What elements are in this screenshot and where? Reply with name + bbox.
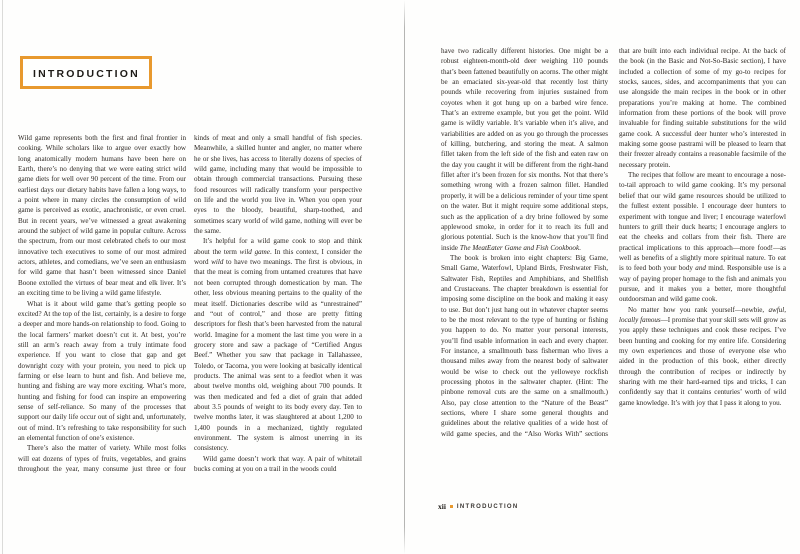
text-run: Wild game represents both the first and final frontier in cooking. While scholars like to argue over exactly how long anatomically modern humans have been here on Earth, there’s no denying that we were eating strict wild game diets for well over 90 percent of the time. From our earliest days our dietary habits have fallen a long ways, to a point where in many circles the consumption of wild game is perceived as exotic, anachronistic, or even cruel. But in recent years, we’ve witnessed a great awakening around the subject of wild game in popular culture. Across the spectrum, from our most celebrated chefs to our most innovative tech executives to some of our most admired actors, athletes, and comedians, we’ve seen an enthusiasm for wild game that hasn’t been witnessed since Daniel Boone extolled the virtues of bear meat and elk liver. It’s an exciting time to be living a wild game lifestyle. — [18, 134, 186, 298]
page-edge-line — [2, 0, 3, 554]
page-number: xii — [438, 502, 446, 511]
paragraph — [194, 236, 362, 453]
left-page-text-columns — [18, 133, 362, 481]
page-gutter-line — [404, 0, 405, 554]
running-header: INTRODUCTION — [456, 503, 519, 510]
paragraph — [619, 170, 786, 304]
text-run: Wild game doesn’t work that way. A pair of whitetail bucks coming at you on a trail in the woods could — [194, 454, 362, 473]
section-heading-box — [20, 56, 152, 89]
paragraph — [194, 454, 362, 475]
footer-dot-icon — [450, 505, 453, 508]
text-run: —I promise that your skill sets will grow as you apply these techniques and cook these recipes. I’ve been hunting and cooking for my entire life. Considering my own experiences and those of everyone else who aided in the production of this book, either directly through the contribution of recipes or indirectly by sharing with me their hard-earned tips and tricks, I can confidently say that it contains centuries’ worth of wild game knowledge. It’s with joy that I pass it along to you. — [619, 315, 786, 407]
italic-text-run: and — [695, 264, 706, 273]
paragraph — [441, 46, 608, 253]
text-run: No matter how you rank yourself—newbie, — [628, 305, 769, 314]
text-run: to have two meanings. The first is obvious, in that the meat is coming from untamed creatures that have not been corrupted through domestication by man. The other, less obvious meaning pertains to the quality of the meat itself. Dictionaries describe wild as “unrestrained” and “out of control,” and those are pretty fitting descriptors for flesh that’s been harvested from the natural world. Imagine for a moment the last time you were in a grocery store and saw a package of “Certified Angus Beef.” Whether you saw that package in Tallahassee, Toledo, or Tacoma, you were looking at basically identical products. The animal was sent to a feedlot when it was about twelve months old, weighing about 700 pounds. It was then medicated and fed a diet of grain that added about 3.5 pounds of weight to its body every day. Ten to twelve months later, it was slaughtered at about 1,200 to 1,400 pounds in a mechanized, tightly regulated environment. The system is almost unerring in its consistency. — [194, 258, 362, 453]
text-run: mind. Responsible use is a way of paying proper homage to the fish and animals you pursue, and it makes you a better, more thoughtful outdoorsman and wild game cook. — [619, 264, 786, 304]
page-footer — [438, 503, 519, 511]
paragraph — [18, 133, 186, 299]
italic-text-run: awful, locally famous — [619, 305, 786, 324]
text-run: It’s helpful for a wild game cook to stop and think about the term — [194, 237, 362, 256]
italic-text-run: wild game — [239, 247, 270, 256]
text-run: What is it about wild game that’s getting people so excited? At the top of the list, certainly, is a desire to forge a deeper and more hands-on relationship to food. Going to the local farmers’ market doesn’t cut it. At best, you’re still an arm’s reach away from a truly intimate food experience. If you want to close that gap and get downright cozy with your protein, you need to pick up farming or else learn to hunt and fish. And believe me, hunting and fishing are way more exciting. What’s more, hunting and fishing for food can inspire an empowering sense of self-reliance. So many of the processes that support our daily life occur out of sight and, unfortunately, out of mind. It’s refreshing to take responsibility for such an elemental function of one’s existence. — [18, 299, 186, 442]
text-run: . — [579, 243, 581, 252]
section-heading: INTRODUCTION — [33, 68, 140, 80]
text-run: . In this context, I consider the word — [194, 247, 362, 267]
text-run: have two radically different histories. One might be a robust eighteen-month-old deer weighing 110 pounds that’s been fattened beautifully on acorns. The other might be an emaciated six-year-old that recently lost thirty pounds while recovering from injuries sustained from coyotes when it got hung up on a barbed wire fence. That’s an extreme example, but you get the point. Wild game is wildly variable. It’s variable when it’s alive, and variabilities are added on as you go through the processes of killing, butchering, and storing the meat. A salmon fillet taken from the left side of the fish and eaten raw on the day you caught it will be different from the right-hand fillet after it’s been frozen for six months. Not that there’s something wrong with a frozen salmon fillet. Handled properly, it will be a delicious reminder of your time spent on the water. But it might require some additional steps, such as the application of a dry brine followed by some applewood smoke, in order for it to reach its full and glorious potential. Such is the know-how that you’ll find inside — [441, 47, 608, 252]
paragraph — [619, 305, 786, 408]
text-run: The recipes that follow are meant to encourage a nose-to-tail approach to wild game cooking. It’s my personal belief that our wild game resources should be utilized to the fullest extent possible. I encourage deer hunters to experiment with tongue and liver; I encourage waterfowl hunters to grill their duck hearts; I encourage anglers to eat the cheeks and collars from their fish. There are practical implications to this approach—more food!—as well as benefits of a slightly more spiritual nature. To eat is to feed both your body — [619, 171, 786, 273]
text-run: The book is broken into eight chapters: Big Game, Small Game, Waterfowl, Upland Birds, Freshwater Fish, Saltwater Fish, Reptiles and Amphibians, and Shellfish and Crustaceans. The chapter breakdown is essential for imposing some discipline on the book and making it easy to use. But don’t just hang out in whatever chapter seems to be the most relevant to the type of hunting or fishing you happen to do. No matter your personal interests, you’ll find usable information in each and every chapter. For instance, a smallmouth bass fisherman who lives a thousand miles away from the nearest body of saltwater would be wise to check out the yelloweye rockfish processing photos in the saltwater chapter. (Hint: The pinbone removal cuts are the same on a smallmouth.) Also, pay close attention to the “Nature of the Beast” sections, where I share some general thoughts and guidelines about the relative qualities of a wide host of wild game species, and the “Also Works With” sections that are built into each individual recipe. At the back of the book (in the Basic and Not-So-Basic section), I have included a collection of some of my go-to recipes for stocks, sauces, sides, and accompaniments that you can use alongside the main recipes in the book or in other preparations you’re making at home. The combined information from these portions of the book will prove invaluable for finding suitable substitutions for the wild game cook. A successful deer hunter who’s interested in making some goose pastrami will be pleased to learn that their freezer already contains a reasonable facsimile of the necessary protein. — [441, 47, 786, 438]
paragraph — [18, 299, 186, 444]
right-page-text-columns — [441, 46, 786, 444]
text-run: There’s also the matter of variety. While most folks will eat dozens of types of fruits, vegetables, and grains throughout the year, many consume just three or four kinds of meat and only a small handful of fish species. Meanwhile, a skilled hunter and angler, no matter where he or she lives, has access to literally dozens of species of wild game, including many that would be impossible to obtain through commercial transactions. Pursuing these food resources will radically transform your perspective on life and the world you live in. When you open your eyes to the bloody, beautiful, sharp-toothed, and sometimes scary world of wild game, nothing will ever be the same. — [18, 134, 362, 473]
italic-text-run: wild — [211, 258, 224, 267]
italic-text-run: The MeatEater Game and Fish Cookbook — [459, 243, 580, 252]
